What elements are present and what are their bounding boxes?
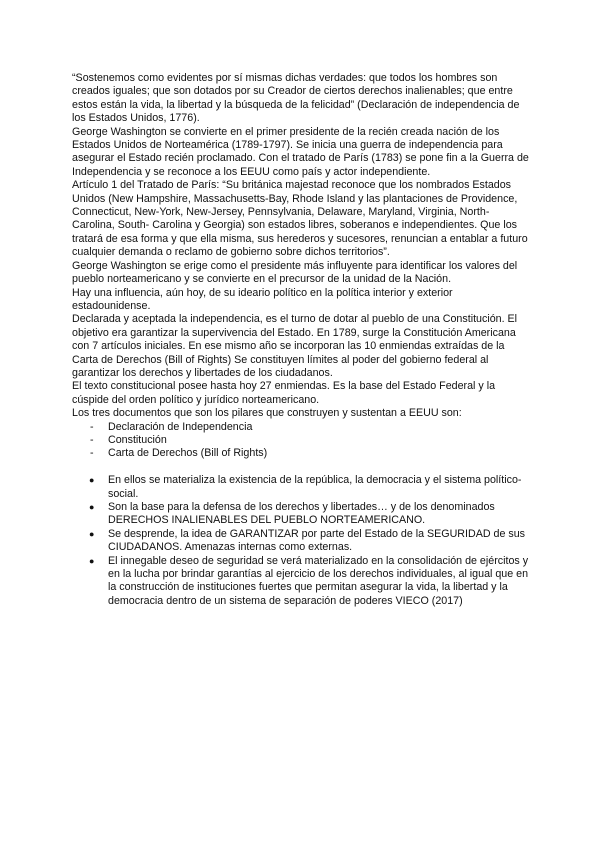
list-item bbox=[72, 421, 530, 434]
document-page bbox=[72, 72, 530, 608]
paragraph-treaty-article: Artículo 1 del Tratado de París: “Su británica majestad reconoce que los nombrados Estados Unidos (New Hampshire, Massachusetts-Bay, Rhode Island y las plantaciones de Providence, Connecticut, New-York, New-Jersey, Pennsylvania, Delaware, Maryland, Virginia, North-Carolina, South- Carolina y Georgia) son estados libres, soberanos e independientes. Que los tratará de esa forma y que ella misma, sus herederos y sucesores, renuncian a entablar a futuro cualquier demanda o reclamo de gobierno sobre dichos territorios”. bbox=[72, 179, 528, 259]
bullet-icon: ● bbox=[89, 555, 95, 566]
paragraph-washington-president: George Washington se convierte en el primer presidente de la recién creada nación de los Estados Unidos de Norteamérica (1789-1797). Se inicia una guerra de independencia para asegurar el Estado recién proclamado. Con el tratado de París (1783) se pone fin a la Guerra de Independencia y se reconoce a los EEUU como país y actor independiente. bbox=[72, 125, 529, 178]
list-item bbox=[72, 501, 530, 528]
paragraph-washington-influence: George Washington se erige como el presidente más influyente para identificar los valores del pueblo norteamericano y se convierte en el precursor de la unidad de la Nación. bbox=[72, 259, 518, 286]
bullet-icon: ● bbox=[89, 475, 95, 486]
list-item-text: Constitución bbox=[108, 433, 167, 446]
list-item-text: Carta de Derechos (Bill of Rights) bbox=[108, 447, 268, 460]
list-item-text: Declaración de Independencia bbox=[108, 420, 253, 433]
list-item bbox=[72, 474, 530, 501]
paragraph-three-documents: Los tres documentos que son los pilares que construyen y sustentan a EEUU son: bbox=[72, 407, 462, 420]
list-item bbox=[72, 447, 530, 460]
dash-marker: - bbox=[90, 433, 94, 446]
list-item-text: En ellos se materializa la existencia de la república, la democracia y el sistema político-social. bbox=[108, 474, 522, 500]
list-item bbox=[72, 555, 530, 609]
paragraph-declaration-quote: “Sostenemos como evidentes por sí mismas dichas verdades: que todos los hombres son creados iguales; que son dotados por su Creador de ciertos derechos inalienables; que entre estos están la vida, la libertad y la búsqueda de la felicidad” (Declaración de independencia de los Estados Unidos, 1776). bbox=[72, 72, 520, 125]
paragraph-political-ideas: Hay una influencia, aún hoy, de su ideario político en la política interior y exterior estadounidense. bbox=[72, 286, 453, 312]
spacer bbox=[72, 461, 530, 474]
list-item bbox=[72, 434, 530, 447]
list-item-text: Son la base para la defensa de los derechos y libertades… y de los denominados DERECHOS INALIENABLES DEL PUEBLO NORTEAMERICANO. bbox=[108, 500, 495, 527]
paragraph-amendments: El texto constitucional posee hasta hoy 27 enmiendas. Es la base del Estado Federal y la cúspide del orden político y jurídico norteamericano. bbox=[72, 380, 496, 406]
dash-marker: - bbox=[90, 420, 94, 433]
bullet-icon: ● bbox=[89, 501, 95, 512]
dash-list bbox=[72, 421, 530, 461]
paragraph-constitution: Declarada y aceptada la independencia, es el turno de dotar al pueblo de una Constitución. El objetivo era garantizar la supervivencia del Estado. En 1789, surge la Constitución Americana con 7 artículos iniciales. En ese mismo año se incorporan las 10 enmiendas extraídas de la Carta de Derechos (Bill of Rights) Se constituyen límites al poder del gobierno federal al garantizar los derechos y libertades de los ciudadanos. bbox=[72, 313, 518, 379]
dash-marker: - bbox=[90, 447, 94, 460]
list-item-text: Se desprende, la idea de GARANTIZAR por parte del Estado de la SEGURIDAD de sus CIUDADANOS. Amenazas internas como externas. bbox=[108, 527, 526, 554]
list-item-text: El innegable deseo de seguridad se verá materializado en la consolidación de ejércitos y en la lucha por brindar garantías al ejercicio de los derechos individuales, al igual que en la construcción de instituciones fuertes que permitan asegurar la vida, la libertad y la democracia dentro de un sistema de separación de poderes VIECO (2017) bbox=[108, 554, 529, 607]
bullet-icon: ● bbox=[89, 528, 95, 539]
bullet-list bbox=[72, 474, 530, 608]
list-item bbox=[72, 528, 530, 555]
